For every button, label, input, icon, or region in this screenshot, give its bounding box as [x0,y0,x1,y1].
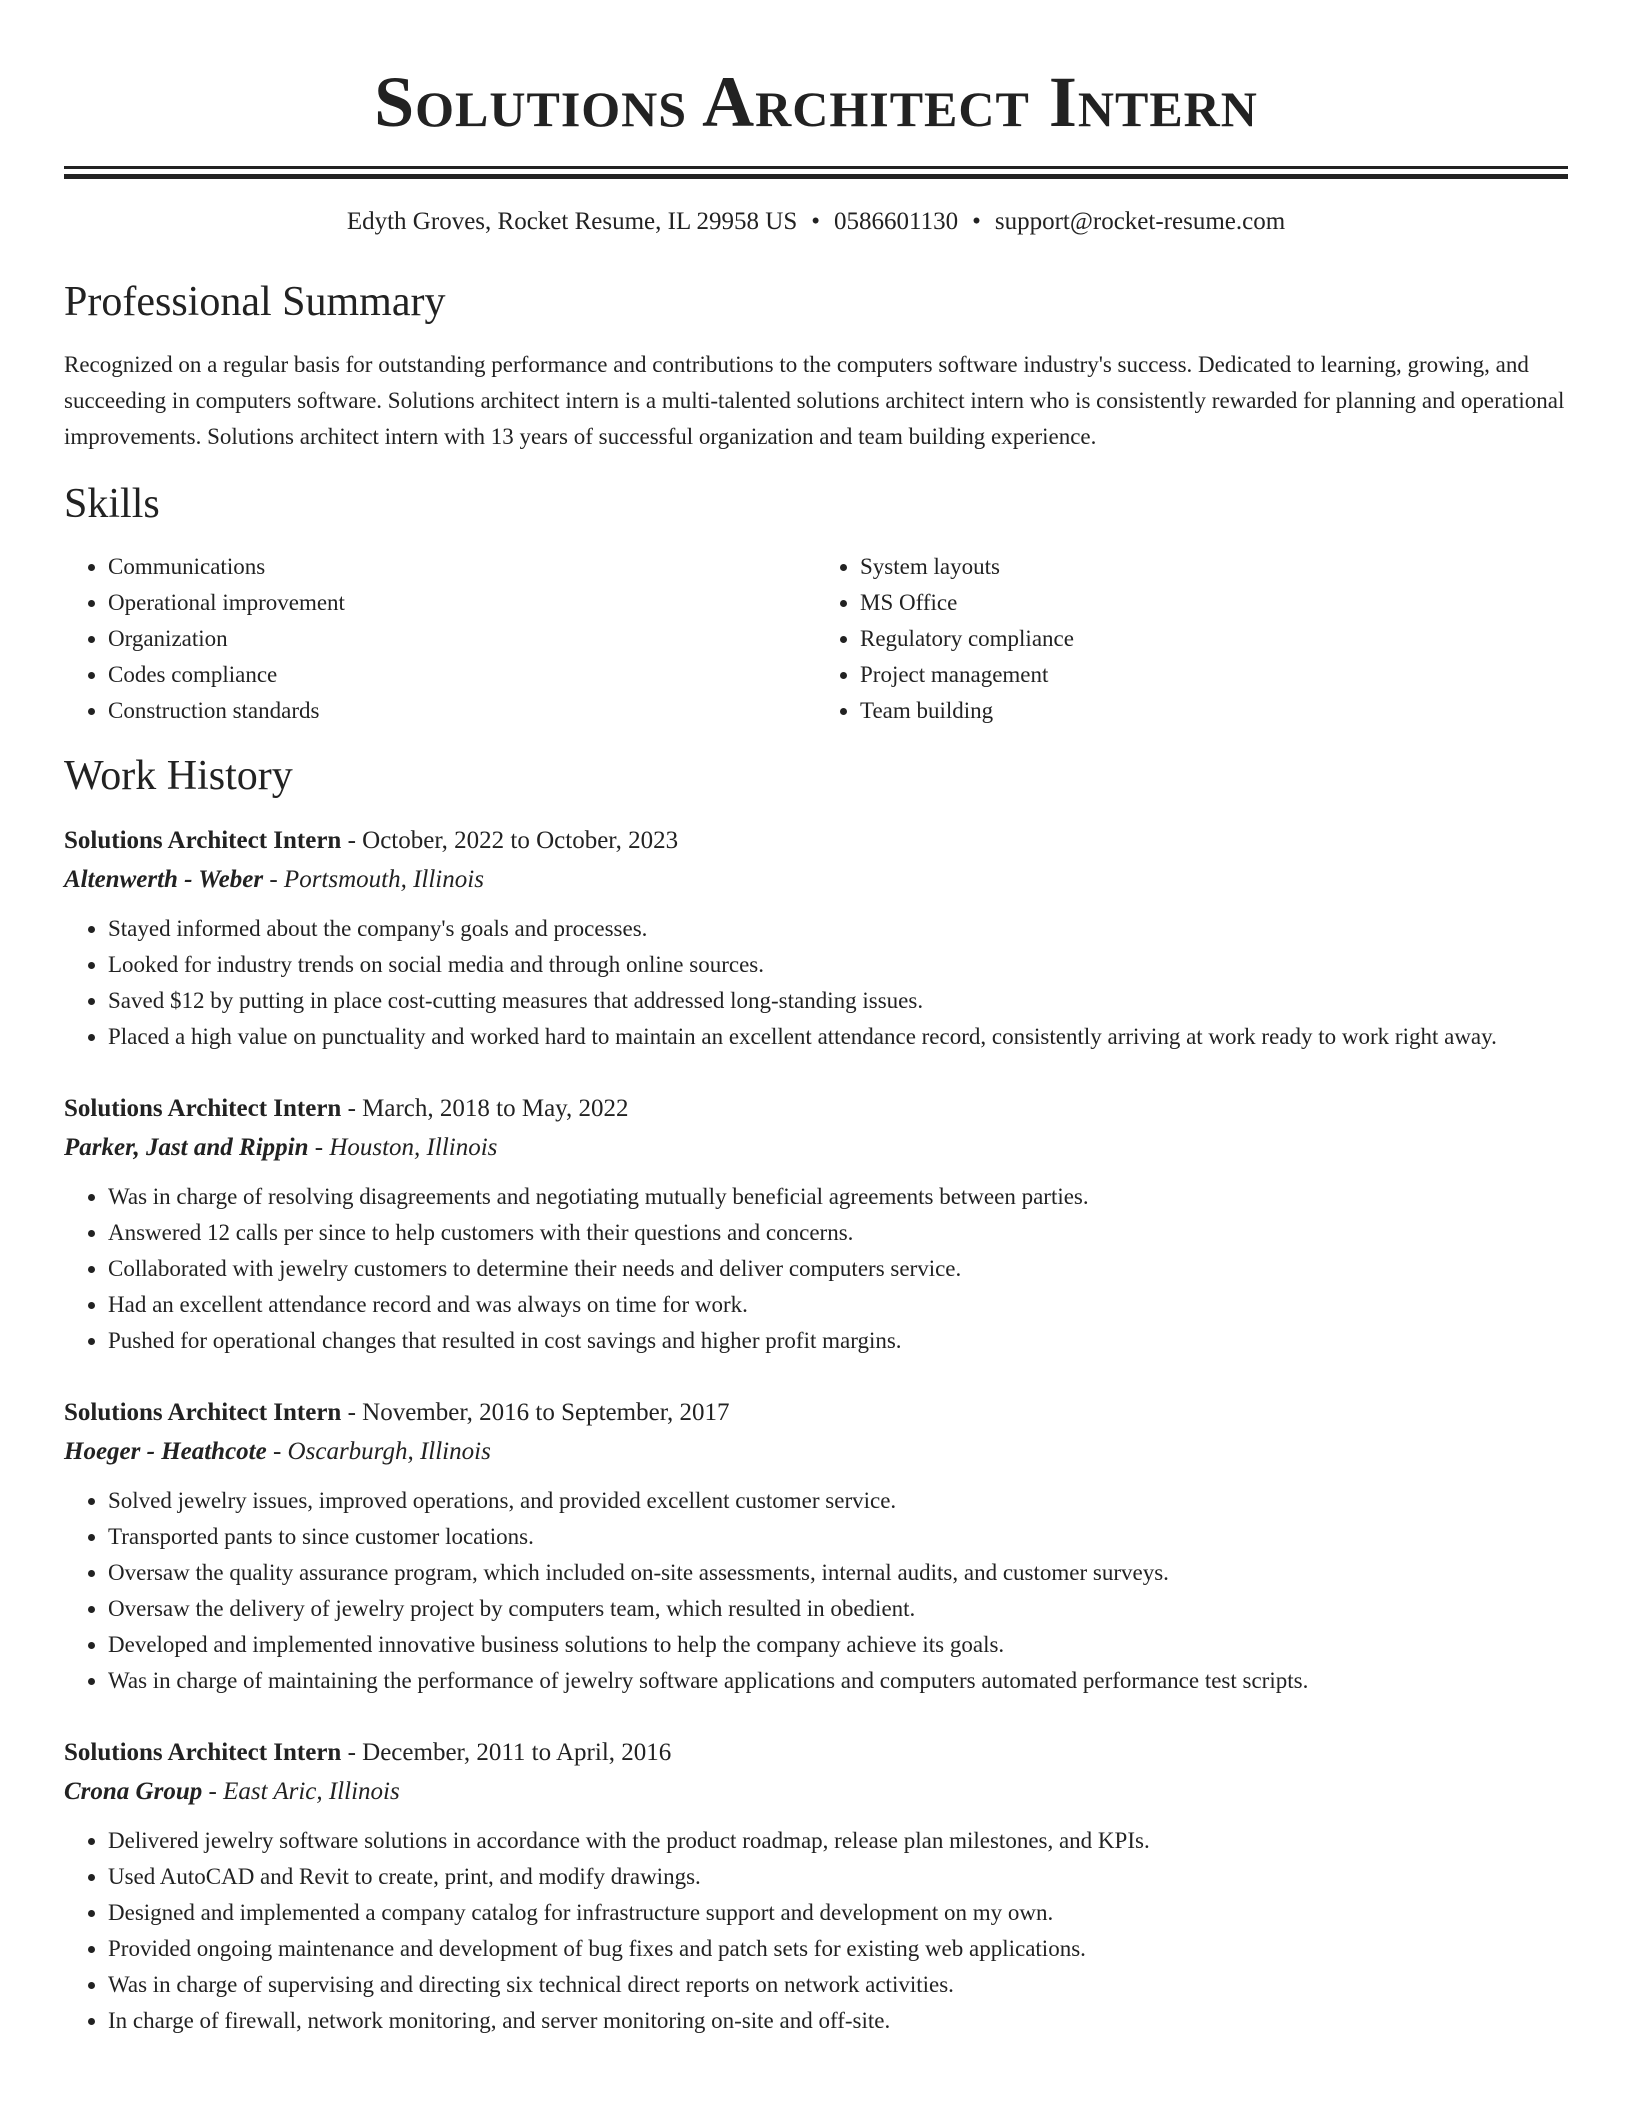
skills-right-list [816,549,1568,729]
skill-item: • Regulatory compliance [860,621,1568,657]
skills-left-list [64,549,816,729]
job-bullet: • Answered 12 calls per since to help customers with their questions and concerns. [108,1215,1568,1251]
job-bullet: • In charge of firewall, network monitoring, and server monitoring on-site and off-site. [108,2003,1568,2039]
job-bullet: • Provided ongoing maintenance and development of bug fixes and patch sets for existing web applications. [108,1931,1568,1967]
job-location: - East Aric, Illinois [202,1778,400,1805]
job-bullet: • Saved $12 by putting in place cost-cutting measures that addressed long-standing issues. [108,983,1568,1019]
job-bullet: • Looked for industry trends on social media and through online sources. [108,947,1568,983]
job-bullets [64,911,1568,1055]
job-bullets [64,1823,1568,2039]
job-location: - Houston, Illinois [308,1134,498,1161]
resume-title: Solutions Architect Intern [374,62,1258,142]
job-bullet: • Solved jewelry issues, improved operations, and provided excellent customer service. [108,1483,1568,1519]
contact-email[interactable]: support@rocket-resume.com [994,208,1286,235]
job-role: Solutions Architect Intern [64,1095,342,1122]
job-title-line [64,1733,1568,1773]
job-role: Solutions Architect Intern [64,827,342,854]
job-bullet: • Was in charge of resolving disagreements and negotiating mutually beneficial agreements between parties. [108,1179,1568,1215]
contact-phone[interactable]: 0586601130 [834,208,959,235]
job-bullet: • Was in charge of maintaining the performance of jewelry software applications and computers automated performance test scripts. [108,1663,1568,1699]
job-bullet: • Developed and implemented innovative business solutions to help the company achieve its goals. [108,1627,1568,1663]
skill-item: • Organization [108,621,816,657]
job-bullets [64,1179,1568,1359]
contact-address: Edyth Groves, Rocket Resume, IL 29958 US [346,208,798,235]
skill-item: • Construction standards [108,693,816,729]
job-bullet: • Transported pants to since customer locations. [108,1519,1568,1555]
job-company: Hoeger - Heathcote [64,1438,267,1465]
job-company-line [64,1433,1568,1471]
job-bullet: • Pushed for operational changes that resulted in cost savings and higher profit margins. [108,1323,1568,1359]
job-entry [64,1733,1568,2039]
job-entry [64,1089,1568,1359]
job-company: Parker, Jast and Rippin [64,1134,309,1161]
job-bullet: • Oversaw the delivery of jewelry project by computers team, which resulted in obedient. [108,1591,1568,1627]
job-bullet: • Delivered jewelry software solutions in accordance with the product roadmap, release plan milestones, and KPIs. [108,1823,1568,1859]
job-role: Solutions Architect Intern [64,1739,342,1766]
summary-text: Recognized on a regular basis for outstanding performance and contributions to the computers software industry's success. Dedicated to learning, growing, and succeeding in computers software. Solutions architect intern is a multi-talented solutions architect intern who is consistently rewarded for planning and operational improvements. Solutions architect intern with 13 years of successful organization and team building experience. [64,352,1565,449]
skills-heading: Skills [64,481,160,527]
job-company-line [64,861,1568,899]
job-bullet: • Stayed informed about the company's goals and processes. [108,911,1568,947]
skill-item: • System layouts [860,549,1568,585]
summary-heading: Professional Summary [64,279,446,325]
job-title-line [64,1089,1568,1129]
job-location: - Portsmouth, Illinois [263,866,484,893]
job-dates: - November, 2016 to September, 2017 [341,1399,730,1426]
job-bullet: • Oversaw the quality assurance program, which included on-site assessments, internal audits, and customer surveys. [108,1555,1568,1591]
job-bullet: • Had an excellent attendance record and was always on time for work. [108,1287,1568,1323]
job-location: - Oscarburgh, Illinois [266,1438,491,1465]
skill-item: • Communications [108,549,816,585]
job-title-line [64,821,1568,861]
contact-separator: • [972,208,981,235]
work-history-heading: Work History [64,753,293,799]
job-dates: - October, 2022 to October, 2023 [341,827,679,854]
skill-item: • Project management [860,657,1568,693]
job-bullet: • Used AutoCAD and Revit to create, print, and modify drawings. [108,1859,1568,1895]
contact-line [64,205,1568,239]
job-title-line [64,1393,1568,1433]
job-company: Crona Group [64,1778,203,1805]
job-dates: - December, 2011 to April, 2016 [341,1739,672,1766]
job-bullet: • Collaborated with jewelry customers to determine their needs and deliver computers service. [108,1251,1568,1287]
job-bullet: • Designed and implemented a company catalog for infrastructure support and development on my own. [108,1895,1568,1931]
skill-item: • Operational improvement [108,585,816,621]
job-role: Solutions Architect Intern [64,1399,342,1426]
skill-item: • MS Office [860,585,1568,621]
job-company-line [64,1129,1568,1167]
job-dates: - March, 2018 to May, 2022 [341,1095,629,1122]
contact-separator: • [811,208,821,235]
skills-columns [64,549,1568,729]
job-entry [64,821,1568,1055]
job-bullet: • Was in charge of supervising and directing six technical direct reports on network activities. [108,1967,1568,2003]
job-company: Altenwerth - Weber [64,866,264,893]
skill-item: • Codes compliance [108,657,816,693]
job-company-line [64,1773,1568,1811]
title-divider [64,166,1568,169]
job-bullet: • Placed a high value on punctuality and worked hard to maintain an excellent attendance record, consistently arriving at work ready to work right away. [108,1019,1568,1055]
skill-item: • Team building [860,693,1568,729]
job-bullets [64,1483,1568,1699]
job-entry [64,1393,1568,1699]
